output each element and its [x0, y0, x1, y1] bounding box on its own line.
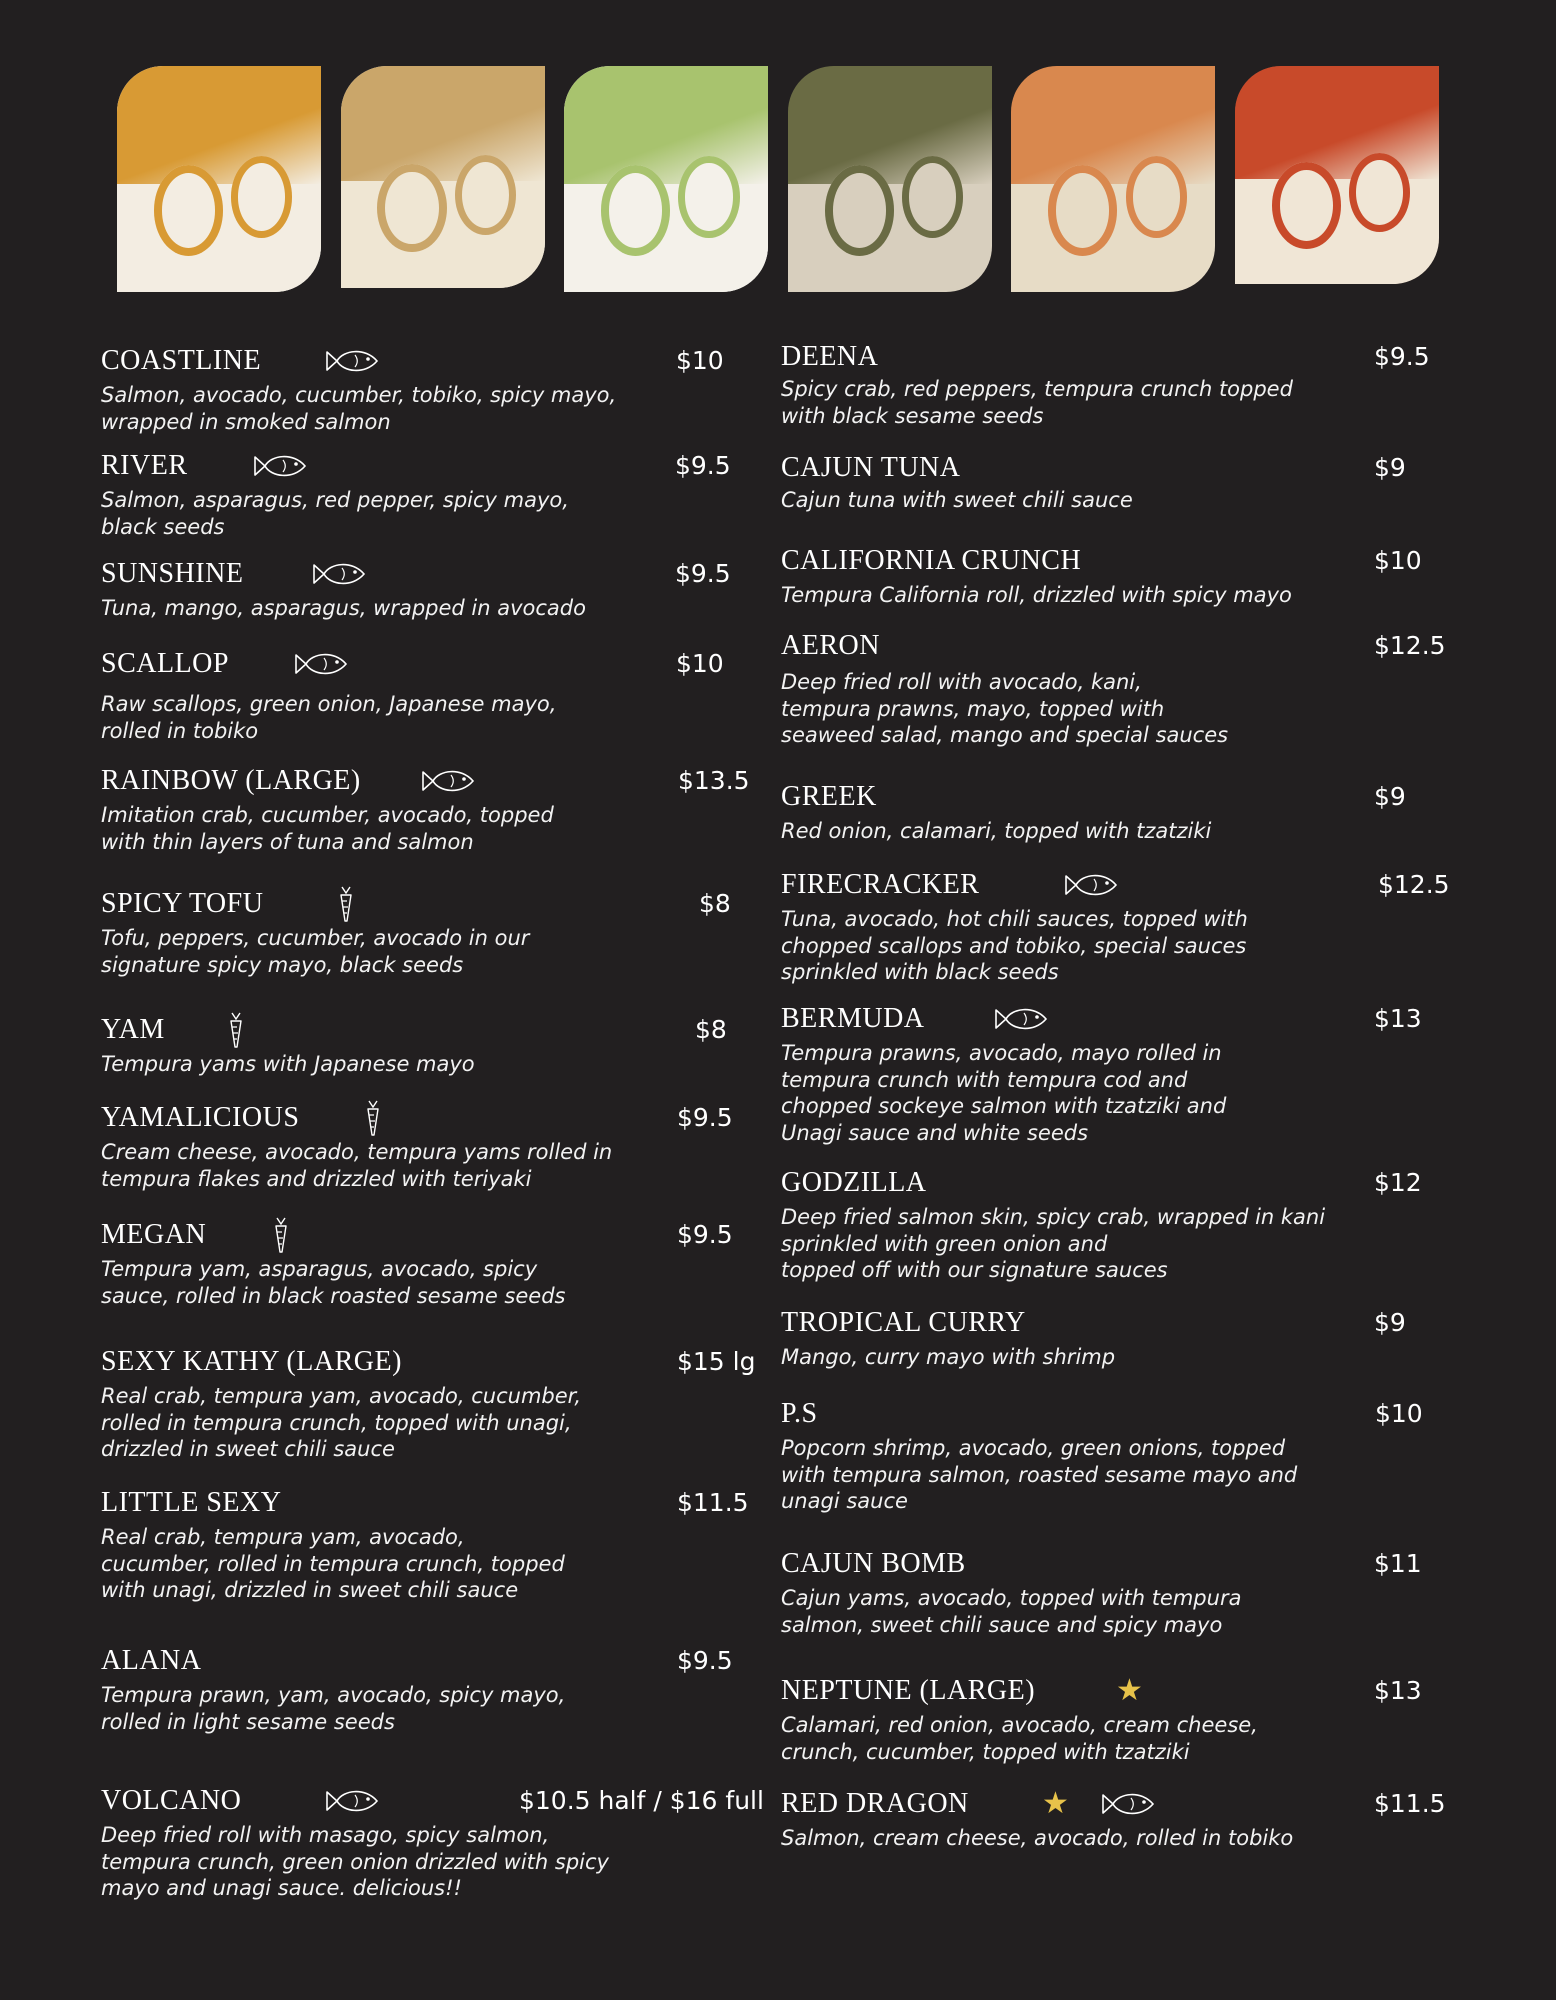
description-line: rolled in tempura crunch, topped with unagi, [101, 1410, 572, 1435]
description-line: sauce, rolled in black roasted sesame seeds [101, 1283, 566, 1308]
menu-item-price: $9.5 [1374, 342, 1430, 371]
menu-item-price: $12.5 [1374, 631, 1446, 660]
carrot-icon [273, 1216, 289, 1254]
menu-item-icon [312, 557, 366, 591]
carrot-icon [338, 885, 354, 923]
carrot-icon [365, 1099, 381, 1137]
menu-item-name: LITTLE SEXY [101, 1487, 282, 1518]
menu-item-icon [294, 647, 348, 681]
menu-item-name: MEGAN [101, 1219, 207, 1250]
fish-icon [312, 561, 366, 587]
description-line: tempura crunch with tempura cod and [781, 1067, 1188, 1092]
menu-item-icon [228, 1013, 244, 1047]
menu-item-price: $11.5 [677, 1488, 749, 1517]
menu-item-name: COASTLINE [101, 345, 262, 376]
menu-item-name: DEENA [781, 341, 879, 372]
menu-item-icon [1064, 868, 1118, 902]
menu-item-description [101, 487, 569, 540]
menu-item-icon [1116, 1674, 1143, 1708]
menu-item-description [101, 382, 616, 435]
menu-item-price: $10 [1375, 1399, 1423, 1428]
menu-item-icon [325, 344, 379, 378]
menu-item-price: $9.5 [677, 1103, 733, 1132]
menu-item-name: TROPICAL CURRY [781, 1307, 1026, 1338]
description-line: tempura flakes and drizzled with teriyaki [101, 1166, 532, 1191]
fish-icon [253, 453, 307, 479]
menu-item-price: $10 [676, 346, 724, 375]
fish-icon [1101, 1791, 1155, 1817]
menu-item-name: YAMALICIOUS [101, 1102, 300, 1133]
description-line: Salmon, asparagus, red pepper, spicy mayo, [101, 488, 569, 512]
photo-strip [117, 66, 1439, 301]
menu-item-name: FIRECRACKER [781, 869, 980, 900]
menu-item-description [781, 669, 1228, 749]
description-line: salmon, sweet chili sauce and spicy mayo [781, 1612, 1223, 1637]
description-line: Calamari, red onion, avocado, cream cheese, [781, 1713, 1258, 1737]
description-line: Tofu, peppers, cucumber, avocado in our [101, 926, 530, 950]
menu-item-name: SEXY KATHY (LARGE) [101, 1346, 402, 1377]
menu-item-icon [994, 1002, 1048, 1036]
menu-item-description [781, 1040, 1226, 1146]
description-line: sprinkled with black seeds [781, 960, 1059, 984]
menu-item-name: RIVER [101, 450, 188, 481]
photo-scallop-roll [788, 66, 992, 292]
menu-item-name: RAINBOW (LARGE) [101, 765, 361, 796]
menu-item-description [101, 595, 586, 622]
description-line: Tuna, mango, asparagus, wrapped in avocado [101, 596, 586, 620]
menu-item-description [781, 818, 1211, 845]
description-line: Salmon, avocado, cucumber, tobiko, spicy mayo, [101, 383, 617, 407]
photo-red-dragon-roll [1235, 66, 1439, 284]
description-line: Tempura prawn, yam, avocado, spicy mayo, [101, 1683, 566, 1707]
menu-item-name: GODZILLA [781, 1167, 927, 1198]
description-line: Raw scallops, green onion, Japanese mayo, [101, 692, 557, 716]
photo-coastline-roll [117, 66, 321, 292]
menu-item-description [781, 582, 1292, 609]
menu-item-description [101, 1682, 565, 1735]
description-line: seaweed salad, mango and special sauces [781, 723, 1229, 747]
menu-item-price: $12.5 [1378, 870, 1450, 899]
menu-item-price: $8 [699, 889, 731, 918]
menu-item-name: SPICY TOFU [101, 888, 264, 919]
description-line: Red onion, calamari, topped with tzatziki [781, 819, 1212, 843]
menu-item-name: YAM [101, 1014, 165, 1045]
menu-item-description [781, 1712, 1258, 1765]
menu-item-price: $9 [1374, 1308, 1406, 1337]
fish-icon [294, 651, 348, 677]
star-icon: ★ [1116, 1674, 1143, 1707]
menu-item-description [101, 1051, 475, 1078]
menu-item-description [781, 376, 1293, 429]
description-line: topped off with our signature sauces [781, 1258, 1168, 1282]
menu-item-price: $10.5 half / $16 full [519, 1786, 764, 1815]
description-line: Unagi sauce and white seeds [781, 1120, 1089, 1145]
menu-item-price: $9.5 [677, 1220, 733, 1249]
menu-item-icon [421, 764, 475, 798]
description-line: crunch, cucumber, topped with tzatziki [781, 1739, 1190, 1764]
description-line: Cajun yams, avocado, topped with tempura [781, 1586, 1242, 1610]
menu-item-description [781, 1825, 1293, 1852]
menu-item-name: CAJUN TUNA [781, 452, 961, 483]
description-line: Imitation crab, cucumber, avocado, topped [101, 803, 554, 827]
fish-icon [421, 768, 475, 794]
description-line: mayo and unagi sauce. delicious!! [101, 1876, 462, 1900]
menu-item-price: $9.5 [677, 1646, 733, 1675]
description-line: cucumber, rolled in tempura crunch, topped [101, 1551, 565, 1576]
description-line: with black sesame seeds [781, 403, 1044, 428]
description-line: Deep fried salmon skin, spicy crab, wrapped in kani [781, 1205, 1326, 1229]
description-line: Tuna, avocado, hot chili sauces, topped with [781, 907, 1248, 931]
menu-item-price: $12 [1374, 1168, 1422, 1197]
menu-item-description [781, 487, 1133, 514]
description-line: chopped scallops and tobiko, special sauces [781, 933, 1247, 958]
description-line: Tempura yam, asparagus, avocado, spicy [101, 1257, 538, 1281]
description-line: Deep fried roll with avocado, kani, [781, 670, 1142, 694]
menu-item-description [781, 1585, 1241, 1638]
menu-item-name: GREEK [781, 781, 877, 812]
description-line: Spicy crab, red peppers, tempura crunch topped [781, 377, 1293, 401]
menu-item-price: $9 [1374, 782, 1406, 811]
description-line: drizzled in sweet chili sauce [101, 1437, 395, 1461]
menu-item-description [781, 906, 1248, 986]
photo-river-roll [341, 66, 545, 288]
menu-item-description [101, 925, 529, 978]
menu-item-price: $11 [1374, 1549, 1422, 1578]
menu-item-name: ALANA [101, 1645, 202, 1676]
menu-item-name: P.S [781, 1398, 818, 1429]
menu-item-icon [325, 1784, 379, 1818]
description-line: tempura prawns, mayo, topped with [781, 696, 1165, 721]
menu-item-icon [1042, 1787, 1155, 1821]
menu-item-price: $13.5 [678, 766, 750, 795]
menu-item-name: VOLCANO [101, 1785, 242, 1816]
description-line: rolled in tobiko [101, 718, 259, 743]
description-line: unagi sauce [781, 1489, 908, 1513]
menu-item-price: $8 [695, 1015, 727, 1044]
description-line: Tempura California roll, drizzled with spicy mayo [781, 583, 1292, 607]
menu-item-name: SCALLOP [101, 648, 229, 679]
description-line: Deep fried roll with masago, spicy salmon, [101, 1823, 550, 1847]
fish-icon [994, 1006, 1048, 1032]
menu-item-description [781, 1435, 1297, 1515]
description-line: Salmon, cream cheese, avocado, rolled in tobiko [781, 1826, 1294, 1850]
menu-item-description [101, 1524, 565, 1604]
menu-item-description [101, 802, 554, 855]
description-line: Cream cheese, avocado, tempura yams rolled in [101, 1140, 613, 1164]
description-line: Mango, curry mayo with shrimp [781, 1345, 1116, 1369]
menu-item-description [781, 1344, 1115, 1371]
description-line: rolled in light sesame seeds [101, 1709, 395, 1734]
menu-item-name: BERMUDA [781, 1003, 925, 1034]
description-line: wrapped in smoked salmon [101, 409, 391, 434]
description-line: chopped sockeye salmon with tzatziki and [781, 1094, 1227, 1118]
photo-sunshine-roll [564, 66, 768, 292]
carrot-icon [228, 1011, 244, 1049]
menu-item-name: RED DRAGON [781, 1788, 969, 1819]
menu-item-description [101, 691, 556, 744]
menu-item-price: $9 [1374, 453, 1406, 482]
menu-item-icon [338, 887, 354, 921]
menu-item-price: $9.5 [675, 451, 731, 480]
fish-icon [1064, 872, 1118, 898]
description-line: with tempura salmon, roasted sesame mayo and [781, 1462, 1298, 1487]
menu-item-name: NEPTUNE (LARGE) [781, 1675, 1036, 1706]
menu-item-price: $10 [676, 649, 724, 678]
menu-item-name: CAJUN BOMB [781, 1548, 966, 1579]
fish-icon [325, 348, 379, 374]
menu-item-price: $11.5 [1374, 1789, 1446, 1818]
description-line: sprinkled with green onion and [781, 1231, 1108, 1256]
fish-icon [325, 1788, 379, 1814]
menu-item-description [101, 1822, 609, 1902]
menu-item-name: AERON [781, 630, 880, 661]
photo-spicy-roll [1011, 66, 1215, 292]
description-line: with unagi, drizzled in sweet chili sauce [101, 1578, 519, 1602]
menu-item-icon [253, 449, 307, 483]
menu-item-price: $9.5 [675, 559, 731, 588]
menu-item-description [781, 1204, 1325, 1284]
menu-item-price: $13 [1374, 1676, 1422, 1705]
description-line: tempura crunch, green onion drizzled with spicy [101, 1849, 609, 1874]
description-line: signature spicy mayo, black seeds [101, 952, 464, 977]
description-line: Real crab, tempura yam, avocado, [101, 1525, 465, 1549]
menu-item-description [101, 1139, 612, 1192]
menu-item-name: CALIFORNIA CRUNCH [781, 545, 1082, 576]
description-line: with thin layers of tuna and salmon [101, 829, 474, 854]
menu-item-price: $10 [1374, 546, 1422, 575]
menu-item-description [101, 1383, 581, 1463]
description-line: black seeds [101, 514, 225, 539]
description-line: Tempura prawns, avocado, mayo rolled in [781, 1041, 1222, 1065]
description-line: Cajun tuna with sweet chili sauce [781, 488, 1133, 512]
star-icon: ★ [1042, 1787, 1069, 1820]
description-line: Tempura yams with Japanese mayo [101, 1052, 475, 1076]
menu-item-name: SUNSHINE [101, 558, 244, 589]
description-line: Popcorn shrimp, avocado, green onions, topped [781, 1436, 1286, 1460]
menu-item-icon [273, 1218, 289, 1252]
menu-item-icon [365, 1101, 381, 1135]
description-line: Real crab, tempura yam, avocado, cucumber, [101, 1384, 582, 1408]
menu-item-price: $15 lg [677, 1347, 756, 1376]
menu-item-description [101, 1256, 565, 1309]
menu-item-price: $13 [1374, 1004, 1422, 1033]
